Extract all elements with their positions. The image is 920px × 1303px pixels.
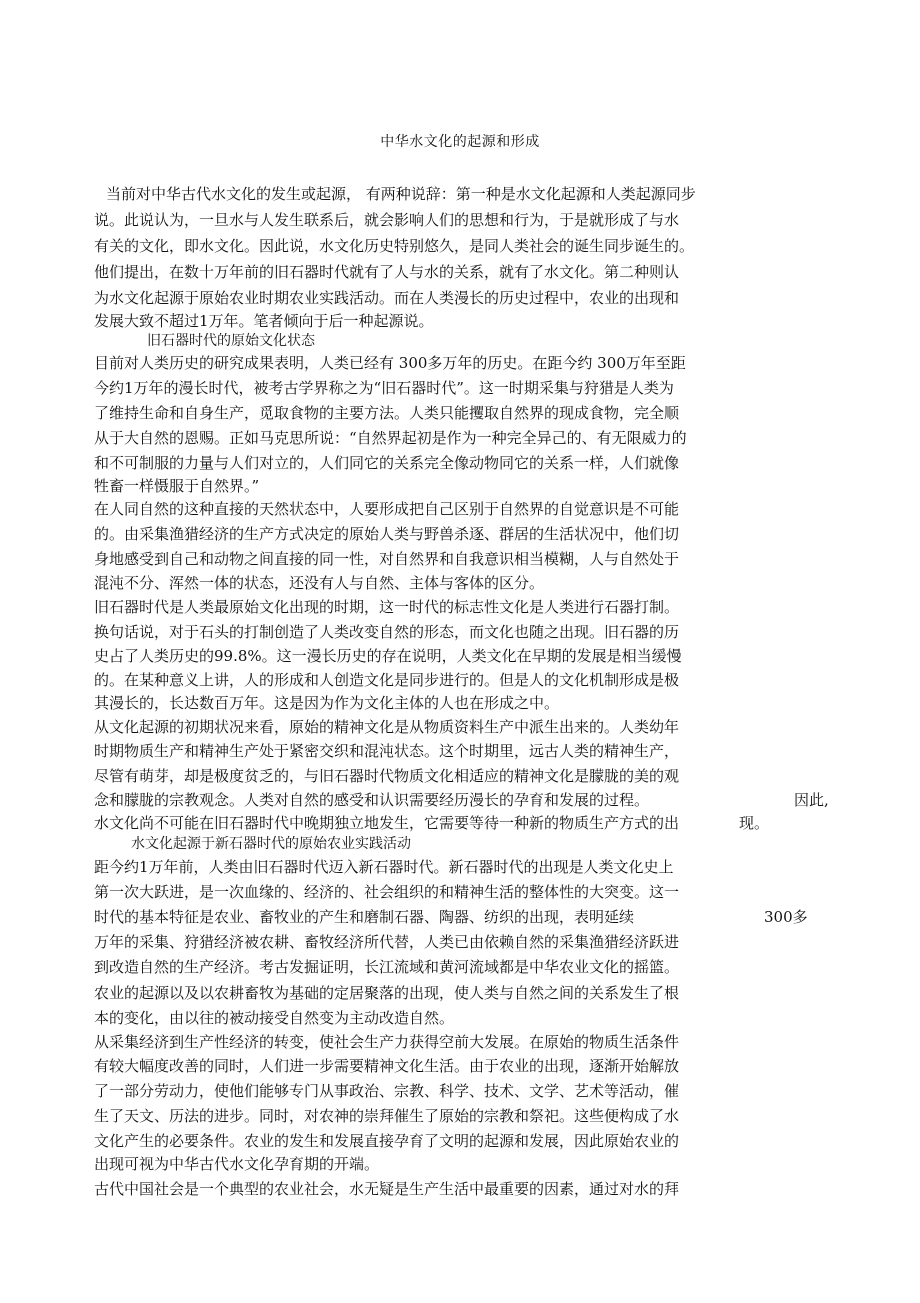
text-line: 本的变化，由以往的被动接受自然变为主动改造自然。 (94, 1009, 455, 1027)
text-line: 生了天文、历法的进步。同时，对农神的崇拜催生了原始的宗教和祭祀。这些便构成了水 (94, 1107, 680, 1125)
document-title: 中华水文化的起源和形成 (380, 134, 540, 150)
text-line: 念和朦胧的宗教观念。人类对自然的感受和认识需要经历漫长的孕育和发展的过程。 (94, 791, 650, 809)
text-line: 混沌不分、浑然一体的状态，还没有人与自然、主体与客体的区分。 (94, 574, 545, 592)
text-line: 文化产生的必要条件。农业的发生和发展直接孕育了文明的起源和发展，因此原始农业的 (94, 1132, 680, 1150)
text-line: 旧石器时代是人类最原始文化出现的时期，这一时代的标志性文化是人类进行石器打制。 (94, 598, 680, 616)
text-line: 从于大自然的恩赐。正如马克思所说：“自然界起初是作为一种完全异己的、有无限威力的 (94, 429, 687, 447)
text-line: 发展大致不超过1万年。笔者倾向于后一种起源说。 (94, 312, 434, 330)
text-line: 古代中国社会是一个典型的农业社会，水无疑是生产生活中最重要的因素，通过对水的拜 (94, 1180, 680, 1198)
text-fragment: 因此, (794, 791, 829, 809)
text-line: 农业的起源以及以农耕畜牧为基础的定居聚落的出现，使人类与自然之间的关系发生了根 (94, 984, 680, 1002)
text-line: 时期物质生产和精神生产处于紧密交织和混沌状态。这个时期里，远古人类的精神生产， (94, 742, 680, 760)
text-line: 的。在某种意义上讲，人的形成和人创造文化是同步进行的。但是人的文化机制形成是极 (94, 671, 680, 689)
text-line: 万年的采集、狩猎经济被农耕、畜牧经济所代替，人类已由依赖自然的采集渔猎经济跃进 (94, 933, 680, 951)
text-line: 到改造自然的生产经济。考古发掘证明，长江流域和黄河流域都是中华农业文化的摇篮。 (94, 958, 680, 976)
text-line: 牲畜一样慑服于自然界。” (94, 477, 260, 495)
text-line: 和不可制服的力量与人们对立的，人们同它的关系完全像动物同它的关系一样，人们就像 (94, 454, 680, 472)
text-line: 史占了人类历史的99.8%。这一漫长历史的存在说明，人类文化在早期的发展是相当缓慢 (94, 647, 682, 665)
text-line: 他们提出，在数十万年前的旧石器时代就有了人与水的关系，就有了水文化。第二种则认 (94, 263, 680, 281)
text-line: 当前对中华古代水文化的发生或起源， 有两种说辞：第一种是水文化起源和人类起源同步 (106, 185, 696, 203)
text-line: 距今约1万年前，人类由旧石器时代迈入新石器时代。新石器时代的出现是人类文化史上 (94, 858, 674, 876)
text-line: 今约1万年的漫长时代，被考古学界称之为“旧石器时代”。这一时期采集与狩猎是人类为 (94, 379, 674, 397)
section-heading: 水文化起源于新石器时代的原始农业实践活动 (131, 836, 411, 852)
text-line: 从文化起源的初期状况来看，原始的精神文化是从物质资料生产中派生出来的。人类幼年 (94, 718, 680, 736)
text-line: 第一次大跃进，是一次血缘的、经济的、社会组织的和精神生活的整体性的大突变。这一 (94, 883, 680, 901)
text-line: 了一部分劳动力，使他们能够专门从事政治、宗教、科学、技术、文学、艺术等活动，催 (94, 1082, 680, 1100)
text-line: 在人同自然的这种直接的天然状态中，人要形成把自己区别于自然界的自觉意识是不可能 (94, 500, 680, 518)
text-line: 尽管有萌芽，却是极度贫乏的，与旧石器时代物质文化相适应的精神文化是朦胧的美的观 (94, 767, 680, 785)
text-line: 了维持生命和自身生产，觅取食物的主要方法。人类只能攫取自然界的现成食物，完全顺 (94, 404, 680, 422)
text-line: 身地感受到自己和动物之间直接的同一性，对自然界和自我意识相当模糊，人与自然处于 (94, 550, 680, 568)
text-line: 有关的文化，即水文化。因此说，水文化历史特别悠久，是同人类社会的诞生同步诞生的。 (94, 237, 695, 255)
section-heading: 旧石器时代的原始文化状态 (147, 333, 315, 349)
text-line: 水文化尚不可能在旧石器时代中晚期独立地发生，它需要等待一种新的物质生产方式的出 (94, 814, 680, 832)
text-line: 为水文化起源于原始农业时期农业实践活动。而在人类漫长的历史过程中，农业的出现和 (94, 289, 680, 307)
text-line: 说。此说认为，一旦水与人发生联系后，就会影响人们的思想和行为，于是就形成了与水 (94, 211, 680, 229)
text-line: 出现可视为中华古代水文化孕育期的开端。 (94, 1155, 380, 1173)
text-line: 其漫长的，长达数百万年。这是因为作为文化主体的人也在形成之中。 (94, 694, 560, 712)
text-line: 的。由采集渔猎经济的生产方式决定的原始人类与野兽杀逐、群居的生活状况中，他们切 (94, 525, 680, 543)
text-fragment: 现。 (739, 814, 770, 832)
text-line: 换句话说，对于石头的打制创造了人类改变自然的形态，而文化也随之出现。旧石器的历 (94, 623, 680, 641)
text-line: 从采集经济到生产性经济的转变，使社会生产力获得空前大发展。在原始的物质生活条件 (94, 1033, 680, 1051)
text-line: 目前对人类历史的研究成果表明，人类已经有 300多万年的历史。在距今约 300万年至距 (94, 354, 686, 372)
text-line: 有较大幅度改善的同时，人们进一步需要精神文化生活。由于农业的出现，逐渐开始解放 (94, 1057, 680, 1075)
text-fragment: 300多 (764, 908, 808, 926)
text-line: 时代的基本特征是农业、畜牧业的产生和磨制石器、陶器、纺织的出现，表明延续 (94, 908, 635, 926)
